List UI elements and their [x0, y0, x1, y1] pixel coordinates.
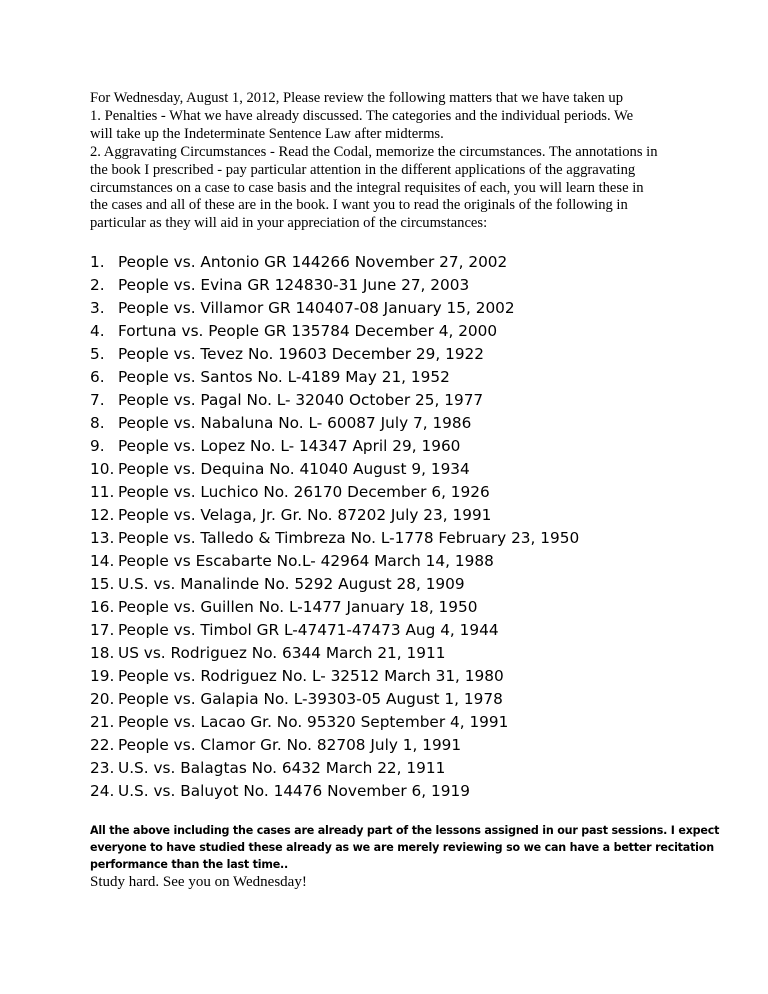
closing-line: performance than the last time..: [90, 858, 289, 871]
case-citation: U.S. vs. Baluyot No. 14476 November 6, 1919: [118, 782, 470, 800]
case-number: 9.: [90, 437, 105, 455]
case-citation: U.S. vs. Manalinde No. 5292 August 28, 1909: [118, 575, 465, 593]
case-citation: People vs. Rodriguez No. L- 32512 March 31, 1980: [118, 667, 504, 685]
case-item: [90, 366, 690, 389]
case-citation: People vs. Santos No. L-4189 May 21, 1952: [118, 368, 450, 386]
case-number: 18.: [90, 644, 115, 662]
case-citation: People vs. Tevez No. 19603 December 29, 1922: [118, 345, 485, 363]
case-item: [90, 297, 690, 320]
case-citation: U.S. vs. Balagtas No. 6432 March 22, 1911: [118, 759, 446, 777]
case-citation: People vs. Evina GR 124830-31 June 27, 2003: [118, 276, 470, 294]
case-item: [90, 274, 690, 297]
case-number: 5.: [90, 345, 105, 363]
case-item: [90, 573, 690, 596]
case-item: [90, 458, 690, 481]
case-item: [90, 780, 690, 803]
case-citation: People vs. Clamor Gr. No. 82708 July 1, 1991: [118, 736, 462, 754]
case-item: [90, 550, 690, 573]
case-item: [90, 757, 690, 780]
case-number: 23.: [90, 759, 115, 777]
case-citation: People vs. Galapia No. L-39303-05 August 1, 1978: [118, 690, 503, 708]
closing-line: everyone to have studied these already as we are merely reviewing so we can have a better recitation: [90, 841, 714, 854]
case-item: [90, 481, 690, 504]
intro-line: particular as they will aid in your appreciation of the circumstances:: [90, 215, 488, 232]
case-number: 3.: [90, 299, 105, 317]
intro-line: will take up the Indeterminate Sentence Law after midterms.: [90, 125, 444, 142]
case-number: 13.: [90, 529, 115, 547]
intro-line: circumstances on a case to case basis and the integral requisites of each, you will learn these in: [90, 179, 644, 196]
case-item: [90, 665, 690, 688]
case-item: [90, 734, 690, 757]
case-citation: People vs. Dequina No. 41040 August 9, 1934: [118, 460, 470, 478]
case-citation: US vs. Rodriguez No. 6344 March 21, 1911: [118, 644, 446, 662]
case-item: [90, 688, 690, 711]
case-item: [90, 251, 690, 274]
case-number: 14.: [90, 552, 115, 570]
case-number: 15.: [90, 575, 115, 593]
case-number: 24.: [90, 782, 115, 800]
intro-paragraph: [90, 90, 690, 233]
case-item: [90, 596, 690, 619]
case-number: 17.: [90, 621, 115, 639]
case-item: [90, 504, 690, 527]
case-number: 22.: [90, 736, 115, 754]
case-citation: People vs Escabarte No.L- 42964 March 14, 1988: [118, 552, 494, 570]
case-item: [90, 389, 690, 412]
case-number: 10.: [90, 460, 115, 478]
case-item: [90, 619, 690, 642]
case-number: 16.: [90, 598, 115, 616]
case-list: [90, 251, 690, 803]
intro-line: 1. Penalties - What we have already discussed. The categories and the individual periods. We: [90, 107, 634, 124]
case-number: 1.: [90, 253, 105, 271]
case-citation: People vs. Luchico No. 26170 December 6, 1926: [118, 483, 490, 501]
case-number: 12.: [90, 506, 115, 524]
case-citation: People vs. Velaga, Jr. Gr. No. 87202 July 23, 1991: [118, 506, 492, 524]
case-citation: People vs. Lopez No. L- 14347 April 29, 1960: [118, 437, 461, 455]
intro-line: the cases and all of these are in the book. I want you to read the originals of the following in: [90, 197, 628, 214]
case-citation: People vs. Lacao Gr. No. 95320 September 4, 1991: [118, 713, 509, 731]
case-citation: People vs. Timbol GR L-47471-47473 Aug 4, 1944: [118, 621, 499, 639]
case-citation: Fortuna vs. People GR 135784 December 4, 2000: [118, 322, 498, 340]
case-item: [90, 435, 690, 458]
case-item: [90, 412, 690, 435]
case-item: [90, 711, 690, 734]
signoff-text: Study hard. See you on Wednesday!: [90, 874, 307, 890]
case-number: 21.: [90, 713, 115, 731]
case-number: 2.: [90, 276, 105, 294]
case-citation: People vs. Antonio GR 144266 November 27, 2002: [118, 253, 508, 271]
closing-line: All the above including the cases are already part of the lessons assigned in our past sessions. I expect: [90, 824, 720, 837]
case-citation: People vs. Talledo & Timbreza No. L-1778 February 23, 1950: [118, 529, 580, 547]
case-number: 19.: [90, 667, 115, 685]
case-number: 7.: [90, 391, 105, 409]
case-item: [90, 527, 690, 550]
case-item: [90, 320, 690, 343]
case-citation: People vs. Villamor GR 140407-08 January 15, 2002: [118, 299, 515, 317]
case-number: 8.: [90, 414, 105, 432]
intro-line: the book I prescribed - pay particular attention in the different applications of the aggravating: [90, 161, 636, 178]
intro-line: For Wednesday, August 1, 2012, Please review the following matters that we have taken up: [90, 90, 623, 106]
closing-note: [90, 822, 720, 873]
case-item: [90, 642, 690, 665]
case-number: 20.: [90, 690, 115, 708]
case-citation: People vs. Guillen No. L-1477 January 18, 1950: [118, 598, 478, 616]
case-citation: People vs. Pagal No. L- 32040 October 25, 1977: [118, 391, 484, 409]
intro-line: 2. Aggravating Circumstances - Read the Codal, memorize the circumstances. The annotations in: [90, 143, 658, 160]
case-number: 4.: [90, 322, 105, 340]
case-item: [90, 343, 690, 366]
case-number: 11.: [90, 483, 115, 501]
case-citation: People vs. Nabaluna No. L- 60087 July 7, 1986: [118, 414, 472, 432]
case-number: 6.: [90, 368, 105, 386]
